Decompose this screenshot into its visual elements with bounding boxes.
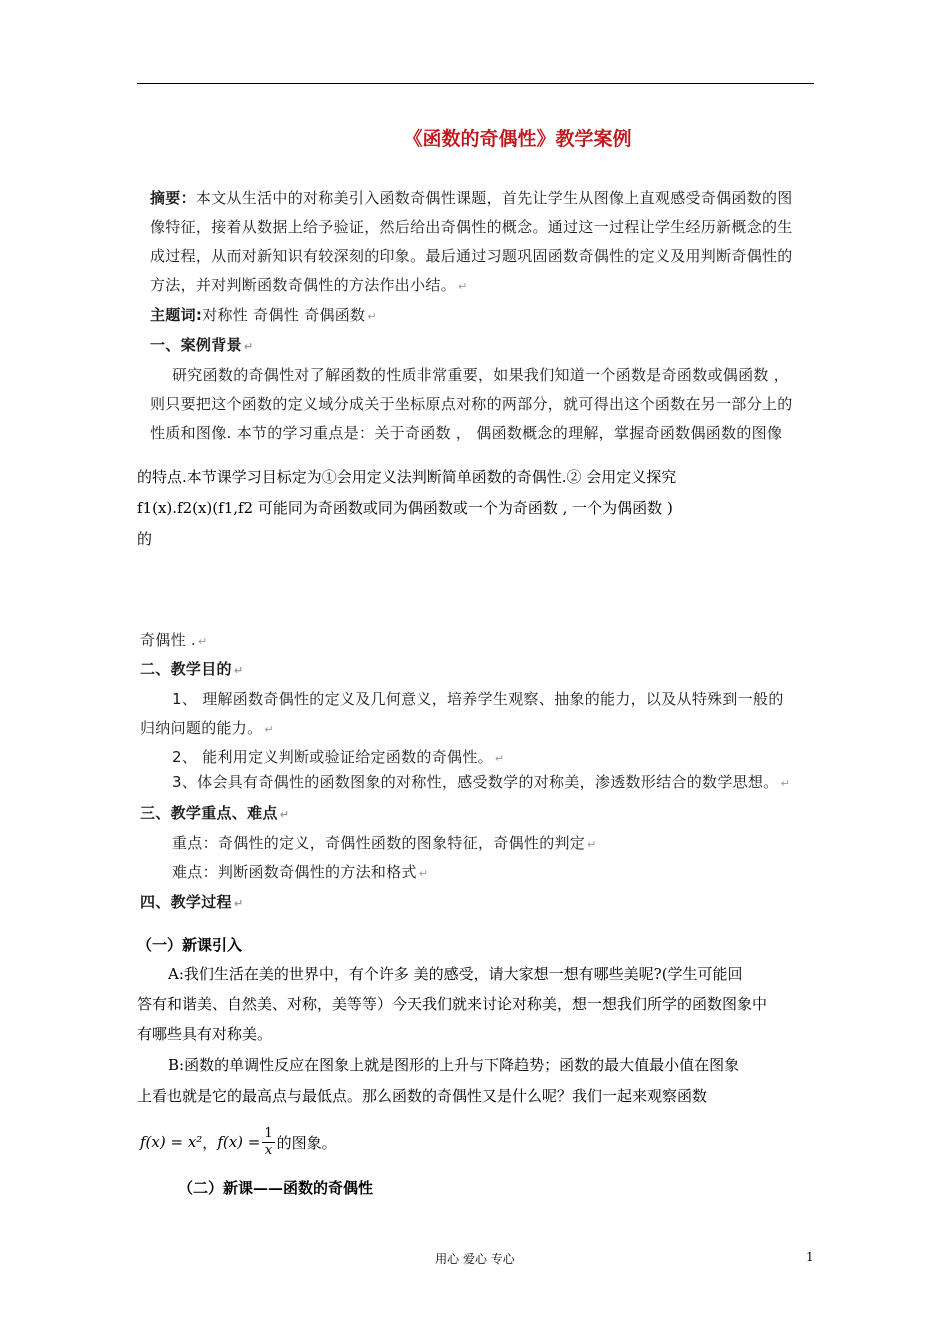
abstract-line-3: 成过程，从而对新知识有较深刻的印象。最后通过习题巩固函数奇偶性的定义及用判断奇偶性的: [150, 247, 793, 265]
part2-heading: （二）新课——函数的奇偶性: [178, 1179, 374, 1197]
objective-1-cont: 归纳问题的能力。 ↵: [140, 719, 274, 737]
abstract-line-1: 摘要：本文从生活中的对称美引入函数奇偶性课题，首先让学生从图像上直观感受奇偶函数的图: [150, 189, 793, 207]
para-a-line-1: A:我们生活在美的世界中，有个许多 美的感受，请大家想一想有哪些美呢?(学生可能回: [168, 965, 743, 983]
objective-2: 2、 能利用定义判断或验证给定函数的奇偶性。 ↵: [172, 748, 505, 766]
page-number: 1: [806, 1250, 814, 1264]
abstract-line-4: 方法，并对判断函数奇偶性的方法作出小结。 ↵: [150, 276, 468, 294]
formula-tail: 的图象。: [276, 1133, 337, 1152]
abstract-line-2: 像特征，接着从数据上给予验证，然后给出奇偶性的概念。通过这一过程让学生经历新概念的生: [150, 218, 793, 236]
objective-1: 1、 理解函数奇偶性的定义及几何意义，培养学生观察、抽象的能力，以及从特殊到一般的: [172, 690, 784, 708]
para-b-line-1: B:函数的单调性反应在图象上就是图形的上升与下降趋势；函数的最大值最小值在图象: [168, 1056, 740, 1074]
section1-typed-line-1: 的特点.本节课学习目标定为①会用定义法判断简单函数的奇偶性.② 会用定义探究: [137, 468, 677, 486]
para-a-line-2: 答有和谐美、自然美、对称，美等等）今天我们就来讨论对称美，想一想我们所学的函数图象中: [137, 995, 768, 1013]
formula-2-lhs: f(x) =: [217, 1133, 261, 1151]
footer-text: 用心 爱心 专心: [435, 1252, 515, 1266]
section4-heading: 四、教学过程 ↵: [140, 893, 244, 911]
key-point: 重点：奇偶性的定义，奇偶性函数的图象特征，奇偶性的判定 ↵: [172, 834, 597, 852]
header-rule: [137, 83, 814, 84]
section3-heading: 三、教学重点、难点 ↵: [140, 804, 290, 822]
section1-typed-line-2: f1(x).f2(x)(f1,f2 可能同为奇函数或同为偶函数或一个为奇函数 , 一个为偶函数 ): [137, 499, 673, 517]
formula-1: f(x) = x²: [140, 1133, 203, 1151]
keywords-label: 主题词:: [150, 306, 203, 324]
para-b-line-2: 上看也就是它的最高点与最低点。那么函数的奇偶性又是什么呢？我们一起来观察函数: [137, 1087, 708, 1105]
abstract-label: 摘要：: [150, 189, 196, 207]
section1-line-1: 研究函数的奇偶性对了解函数的性质非常重要，如果我们知道一个函数是奇函数或偶函数 ，: [172, 366, 790, 384]
page-title: 《函数的奇偶性》教学案例: [403, 128, 632, 150]
objective-3: 3、体会具有奇偶性的函数图象的对称性，感受数学的对称美，渗透数形结合的数学思想。 ↵: [172, 773, 791, 791]
section1-line-3: 性质和图像. 本节的学习重点是：关于奇函数 ， 偶函数概念的理解，掌握奇函数偶函数的图像: [150, 424, 783, 442]
section1-tail: 奇偶性 . ↵: [140, 631, 208, 649]
section1-typed-line-3: 的: [137, 530, 153, 548]
section1-heading: 一、案例背景 ↵: [150, 336, 254, 354]
part1-heading: （一）新课引入: [137, 936, 243, 954]
difficulty: 难点：判断函数奇偶性的方法和格式 ↵: [172, 863, 429, 881]
formula-separator: ，: [202, 1133, 218, 1152]
formula-line: [140, 1122, 337, 1162]
fraction-one-over-x: $\frac{1}{x}$: [264, 1125, 273, 1158]
para-a-line-3: 有哪些具有对称美。: [137, 1025, 273, 1043]
keywords: 主题词:对称性 奇偶性 奇偶函数 ↵: [150, 306, 377, 324]
section1-line-2: 则只要把这个函数的定义域分成关于坐标原点对称的两部分，就可得出这个函数在另一部分上的: [150, 395, 793, 413]
section2-heading: 二、教学目的 ↵: [140, 660, 244, 678]
